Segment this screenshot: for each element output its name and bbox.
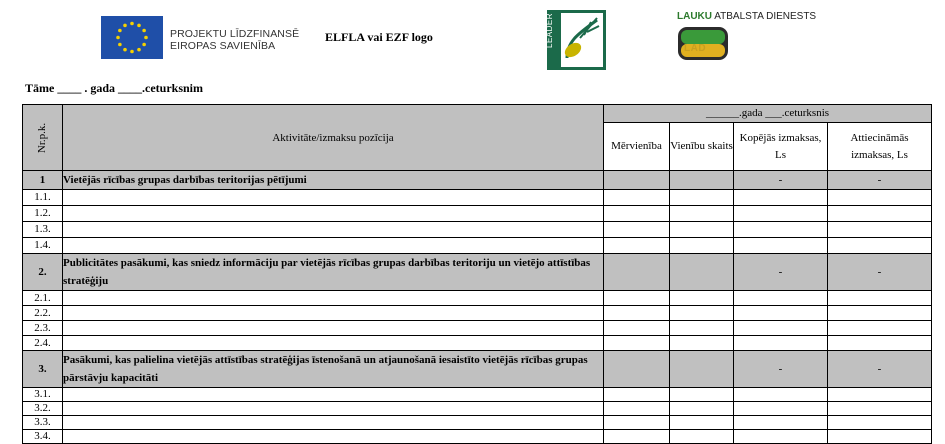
header-row-1 [23,105,932,123]
table-row [23,222,932,238]
row-number: 1.4. [23,238,63,254]
row-activity-cell[interactable] [63,190,604,206]
section-count-cell[interactable] [670,171,734,190]
row-unit-cell[interactable] [604,206,670,222]
row-activity-cell[interactable] [63,291,604,306]
row-count-cell[interactable] [670,206,734,222]
section-title: Pasākumi, kas palielina vietējās attīstības stratēģijas īstenošanā un atjaunošanā iesaistīto vietējās rīcības grupas pārstāvju kapacitāti [63,351,604,388]
row-total-cell[interactable] [734,336,828,351]
row-eligible-cell[interactable] [828,402,932,416]
row-activity-cell[interactable] [63,206,604,222]
eu-star-icon [137,48,141,52]
col-head-count: Vienību skaits [670,123,734,171]
col-head-unit: Mērvienība [604,123,670,171]
row-activity-cell[interactable] [63,306,604,321]
col-head-eligible: Attiecināmās izmaksas, Ls [828,123,932,171]
row-unit-cell[interactable] [604,388,670,402]
eu-star-icon [116,36,120,40]
table-row [23,238,932,254]
row-eligible-cell[interactable] [828,321,932,336]
section-count-cell[interactable] [670,351,734,388]
eu-star-icon [130,22,134,26]
row-count-cell[interactable] [670,222,734,238]
row-total-cell[interactable] [734,222,828,238]
row-count-cell[interactable] [670,321,734,336]
row-number: 1.3. [23,222,63,238]
row-total-cell[interactable] [734,416,828,430]
row-count-cell[interactable] [670,430,734,444]
row-total-cell[interactable] [734,430,828,444]
section-count-cell[interactable] [670,254,734,291]
table-row [23,402,932,416]
row-eligible-cell[interactable] [828,222,932,238]
section-row [23,254,932,291]
table-row [23,430,932,444]
row-unit-cell[interactable] [604,402,670,416]
row-number: 3.3. [23,416,63,430]
row-total-cell[interactable] [734,321,828,336]
section-eligible-cell: - [828,171,932,190]
row-eligible-cell[interactable] [828,190,932,206]
row-count-cell[interactable] [670,336,734,351]
row-number: 1.1. [23,190,63,206]
eu-cofinance-text [170,28,299,52]
lad-title-rest: ATBALSTA DIENESTS [712,11,817,22]
table-row [23,206,932,222]
row-unit-cell[interactable] [604,222,670,238]
eu-stars-icon [101,16,163,59]
row-eligible-cell[interactable] [828,430,932,444]
elfla-logo-placeholder: ELFLA vai EZF logo [325,30,433,44]
table-row [23,291,932,306]
row-unit-cell[interactable] [604,416,670,430]
row-eligible-cell[interactable] [828,388,932,402]
row-eligible-cell[interactable] [828,238,932,254]
row-activity-cell[interactable] [63,430,604,444]
row-eligible-cell[interactable] [828,306,932,321]
row-number: 3.4. [23,430,63,444]
row-count-cell[interactable] [670,190,734,206]
row-total-cell[interactable] [734,190,828,206]
row-unit-cell[interactable] [604,238,670,254]
row-unit-cell[interactable] [604,321,670,336]
row-unit-cell[interactable] [604,336,670,351]
row-total-cell[interactable] [734,238,828,254]
eu-star-icon [130,50,134,54]
row-count-cell[interactable] [670,388,734,402]
eu-text-line1: PROJEKTU LĪDZFINANSĒ [170,28,300,40]
table-row [23,306,932,321]
row-number: 3.1. [23,388,63,402]
row-count-cell[interactable] [670,402,734,416]
table-row [23,190,932,206]
row-count-cell[interactable] [670,306,734,321]
lad-title-green: LAUKU [677,11,712,22]
row-total-cell[interactable] [734,306,828,321]
section-number: 2. [23,254,63,291]
table-row [23,388,932,402]
leader-emblem-icon [547,10,606,70]
eu-text-line2: EIROPAS SAVIENĪBA [170,40,276,52]
row-unit-cell[interactable] [604,306,670,321]
eu-star-icon [142,29,146,33]
eu-flag-logo [101,16,163,59]
row-number: 2.1. [23,291,63,306]
section-row [23,171,932,190]
section-unit-cell[interactable] [604,171,670,190]
row-eligible-cell[interactable] [828,416,932,430]
eu-star-icon [144,36,148,40]
leader-logo [547,10,606,70]
row-number: 2.3. [23,321,63,336]
section-eligible-cell: - [828,351,932,388]
row-eligible-cell[interactable] [828,291,932,306]
eu-star-icon [142,43,146,47]
eu-star-icon [123,24,127,28]
section-number: 3. [23,351,63,388]
row-total-cell[interactable] [734,388,828,402]
leader-label: LEADER [545,12,554,48]
table-row [23,416,932,430]
col-head-activity: Aktivitāte/izmaksu pozīcija [63,105,604,171]
row-activity-cell[interactable] [63,416,604,430]
section-total-cell: - [734,254,828,291]
eu-star-icon [123,48,127,52]
estimate-table [22,104,932,444]
table-row [23,336,932,351]
col-head-nr [23,105,63,171]
row-activity-cell[interactable] [63,388,604,402]
eu-star-icon [137,24,141,28]
eu-star-icon [118,43,122,47]
section-title: Publicitātes pasākumi, kas sniedz informāciju par vietējās rīcības grupas darbības teritoriju un vietējo attīstības stratēģiju [63,254,604,291]
section-total-cell: - [734,351,828,388]
row-activity-cell[interactable] [63,222,604,238]
row-activity-cell[interactable] [63,238,604,254]
row-count-cell[interactable] [670,291,734,306]
section-total-cell: - [734,171,828,190]
section-number: 1 [23,171,63,190]
lad-abbrev: LAD [684,43,707,54]
row-number: 2.2. [23,306,63,321]
row-number: 1.2. [23,206,63,222]
row-total-cell[interactable] [734,291,828,306]
row-activity-cell[interactable] [63,402,604,416]
col-head-period: ______.gada ___.ceturksnis [604,105,932,123]
report-title: Tāme ____ . gada ____.ceturksnim [25,81,203,95]
section-unit-cell[interactable] [604,351,670,388]
row-activity-cell[interactable] [63,336,604,351]
row-eligible-cell[interactable] [828,206,932,222]
row-activity-cell[interactable] [63,321,604,336]
row-number: 2.4. [23,336,63,351]
col-head-nr-label: Nr.p.k. [36,122,49,153]
row-unit-cell[interactable] [604,291,670,306]
col-head-total: Kopējās izmaksas, Ls [734,123,828,171]
row-total-cell[interactable] [734,206,828,222]
eu-star-icon [118,29,122,33]
row-number: 3.2. [23,402,63,416]
lad-title [677,11,816,22]
section-title: Vietējās rīcības grupas darbības teritorijas pētījumi [63,171,604,190]
row-total-cell[interactable] [734,402,828,416]
row-eligible-cell[interactable] [828,336,932,351]
section-unit-cell[interactable] [604,254,670,291]
row-unit-cell[interactable] [604,190,670,206]
section-row [23,351,932,388]
table-row [23,321,932,336]
row-unit-cell[interactable] [604,430,670,444]
row-count-cell[interactable] [670,416,734,430]
sections-body [23,171,932,444]
row-count-cell[interactable] [670,238,734,254]
section-eligible-cell: - [828,254,932,291]
